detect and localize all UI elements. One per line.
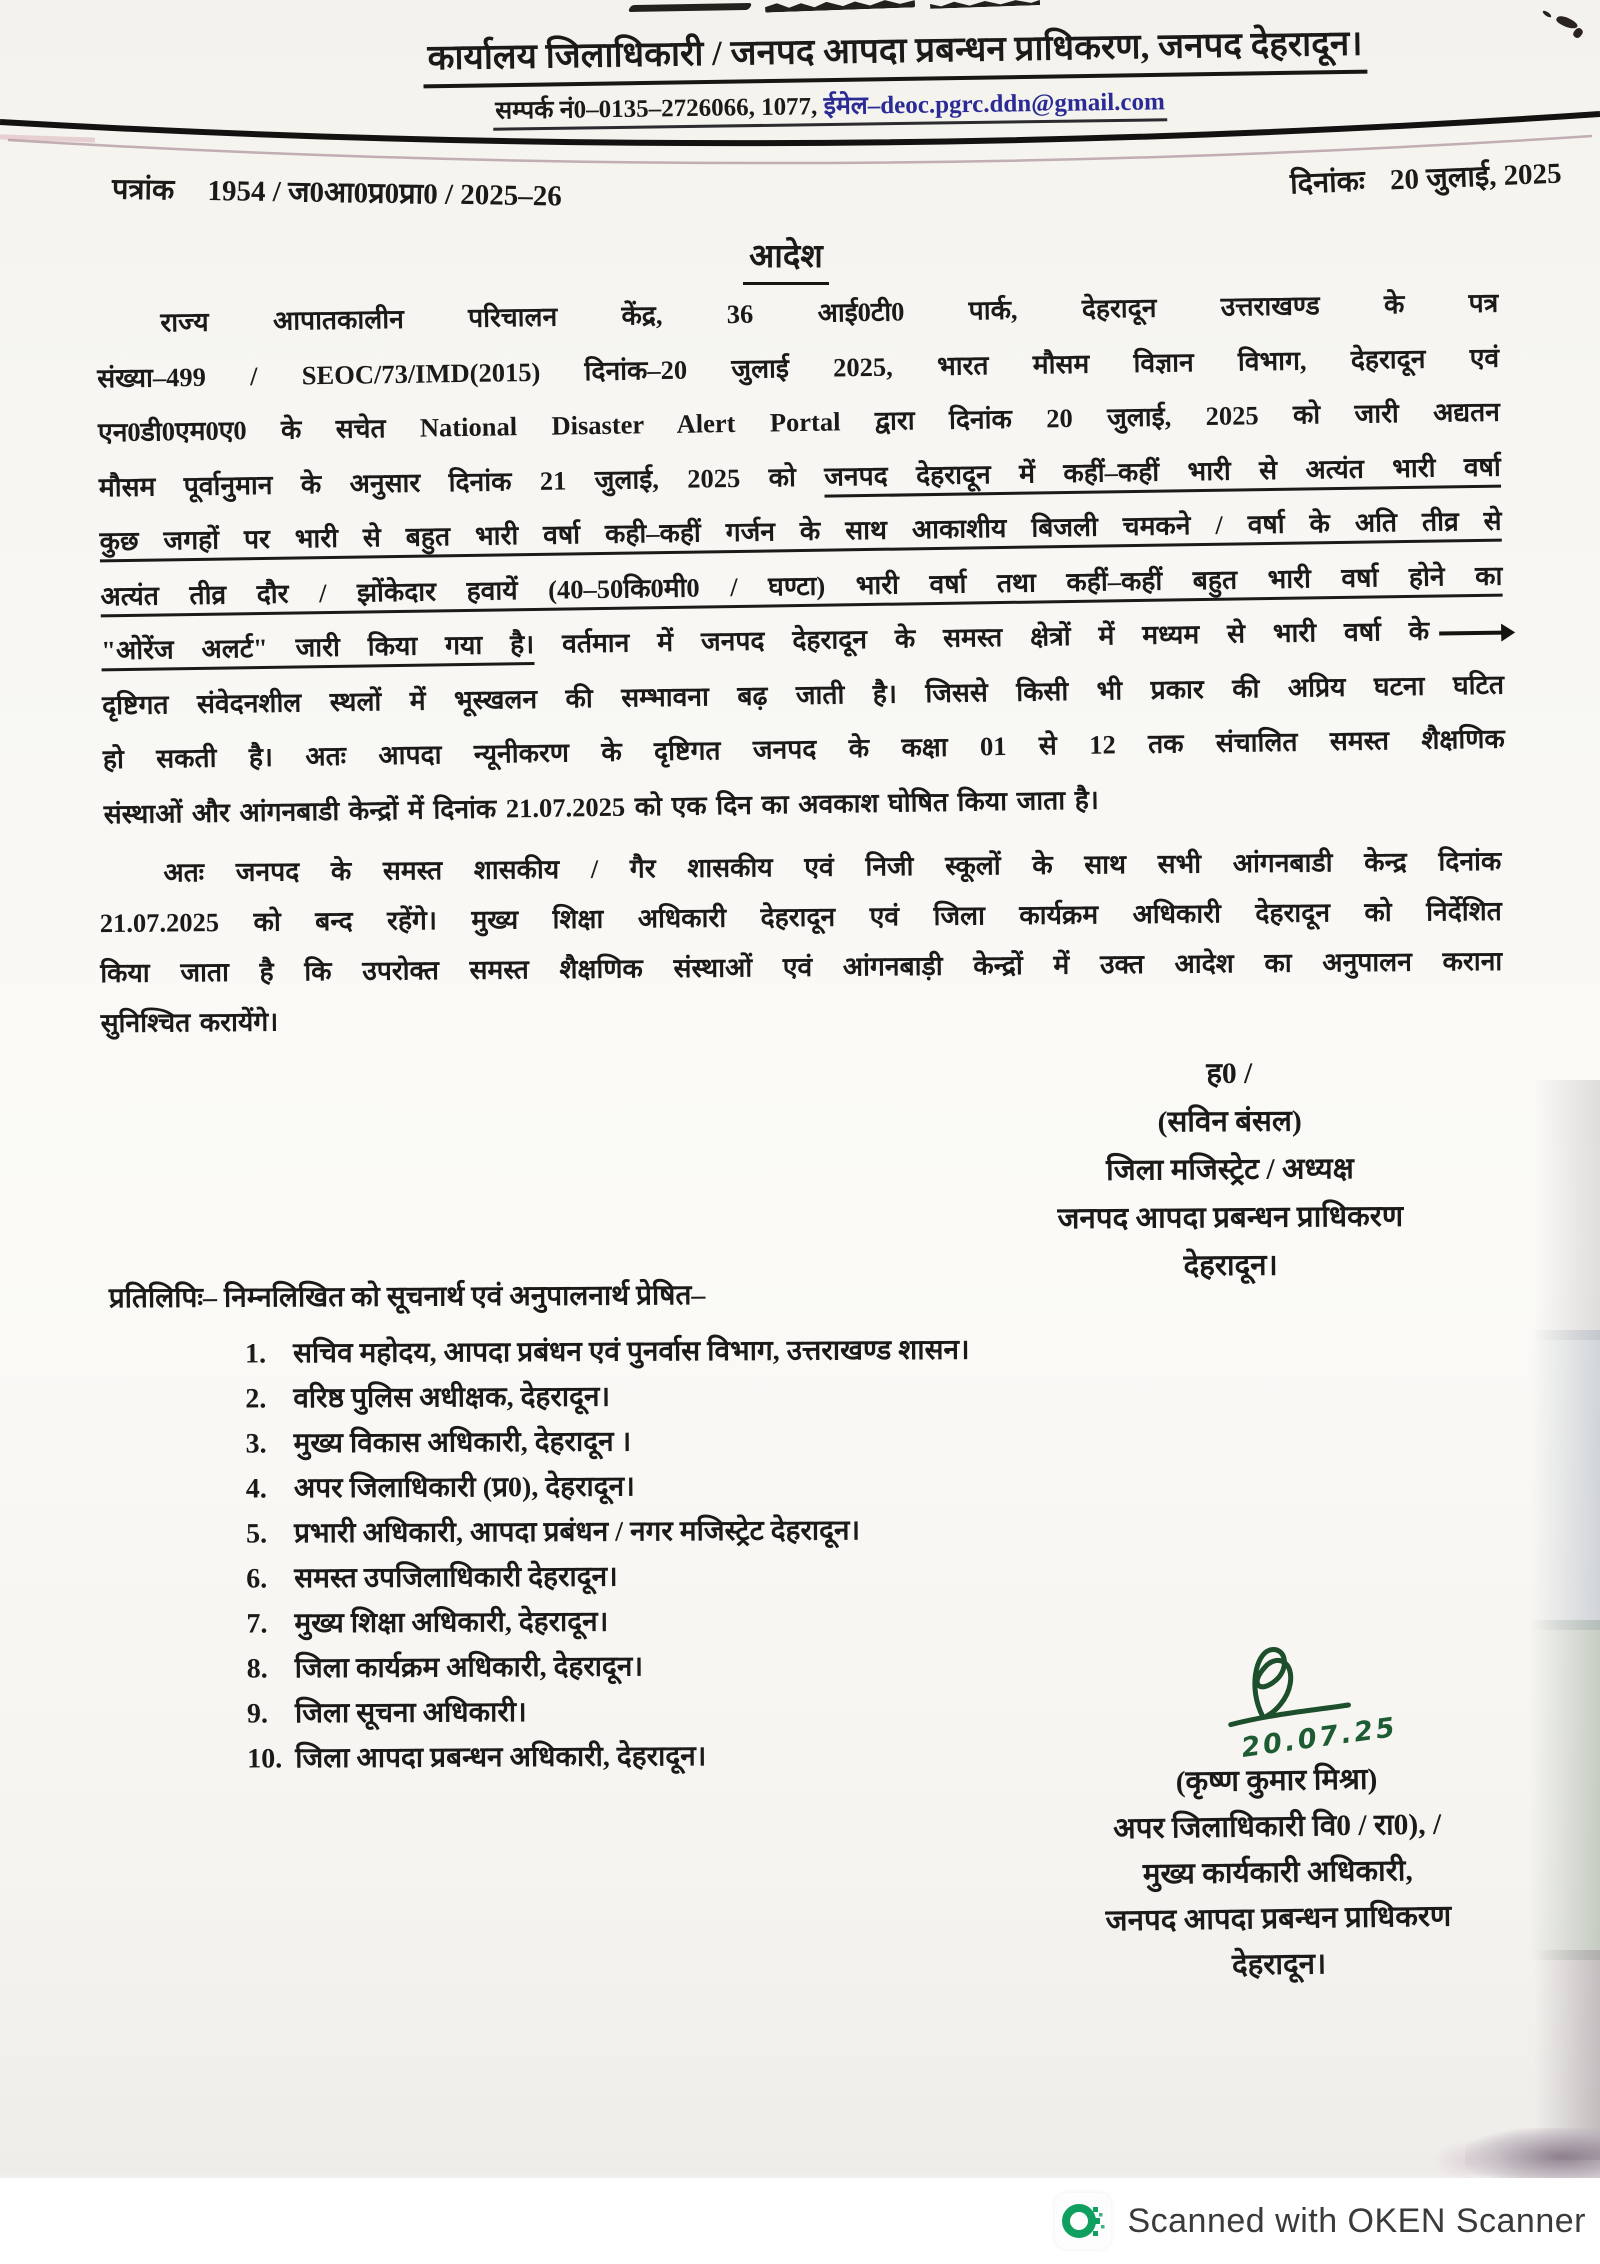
list-item: 1. सचिव महोदय, आपदा प्रबंधन एवं पुनर्वास विभाग, उत्तराखण्ड शासन।: [245, 1334, 970, 1370]
signatory-title: जनपद आपदा प्रबन्धन प्राधिकरण: [1057, 1200, 1404, 1236]
letter-number-label: पत्रांक: [111, 173, 175, 207]
body-line: सुनिश्चित करायेंगे।: [100, 1006, 279, 1039]
alert-highlight: जनपद देहरादून में कहीं–कहीं भारी से अत्यंत भारी वर्षा: [823, 451, 1501, 492]
list-item: 7. मुख्य शिक्षा अधिकारी, देहरादून।: [246, 1606, 609, 1640]
signatory-title: जनपद आपदा प्रबन्धन प्राधिकरण: [1105, 1900, 1452, 1938]
signatory-title: देहरादून।: [1231, 1948, 1327, 1982]
scan-edge-shadow: [1528, 1620, 1600, 1960]
scan-edge-shadow: [1530, 1330, 1600, 1630]
arrow-right-icon: [1439, 631, 1503, 636]
alert-highlight: "ओरेंज अलर्ट" जारी किया गया है।: [101, 628, 535, 666]
letter-date-value: 20 जुलाई, 2025: [1389, 157, 1563, 197]
alert-highlight: कुछ जगहों पर भारी से बहुत भारी वर्षा कही–कहीं गर्जन के साथ आकाशीय बिजली चमकने / वर्षा के अति तीव्र से: [99, 505, 1502, 557]
list-item: 3. मुख्य विकास अधिकारी, देहरादून ।: [245, 1426, 632, 1460]
copy-distribution-section: [109, 1274, 972, 1782]
body-line: हो सकती है। अतः आपदा न्यूनीकरण के दृष्टिगत जनपद के कक्षा 01 से 12 तक संचालित समस्त शैक्षणिक: [102, 723, 1505, 775]
list-item: 9. जिला सूचना अधिकारी।: [246, 1697, 527, 1730]
body-line: मौसम पूर्वानुमान के अनुसार दिनांक 21 जुलाई, 2025 को जनपद देहरादून में कहीं–कहीं भारी से अत्यंत भारी वर्षा: [98, 451, 1501, 502]
signatory-title: जिला मजिस्ट्रेट / अध्यक्ष: [1106, 1153, 1354, 1187]
letter-number-value: 1954 / ज0आ0प्र0प्रा0 / 2025–26: [207, 174, 563, 213]
alert-highlight: अत्यंत तीव्र दौर / झोंकेदार हवायें (40–50कि0मी0 / घण्टा) भारी वर्षा तथा कहीं–कहीं बहुत भारी वर्षा होने का: [100, 560, 1503, 611]
signatory-title: देहरादून।: [1183, 1249, 1278, 1283]
scan-blotch: [1432, 2140, 1502, 2182]
copy-heading: प्रतिलिपिः– निम्नलिखित को सूचनार्थ एवं अनुपालनार्थ प्रेषित–: [108, 1280, 706, 1315]
body-line: "ओरेंज अलर्ट" जारी किया गया है। वर्तमान में जनपद देहरादून के समस्त क्षेत्रों में मध्यम से भारी वर्षा के: [101, 603, 1504, 678]
body-line: किया जाता है कि उपरोक्त समस्त शैक्षणिक संस्थाओं एवं आंगनबाड़ी केन्द्रों में उक्त आदेश का अनुपालन कराना: [100, 945, 1503, 989]
letter-number: [112, 168, 562, 214]
signatory-block-dm: [1009, 1048, 1451, 1291]
letterhead-office-name: कार्यालय जिलाधिकारी / जनपद आपदा प्रबन्धन प्राधिकरण, जनपद देहरादून।: [200, 15, 1591, 84]
list-item: 5. प्रभारी अधिकारी, आपदा प्रबंधन / नगर मजिस्ट्रेट देहरादून।: [245, 1515, 861, 1550]
handwritten-signature: [1050, 1637, 1502, 1764]
list-item: 4. अपर जिलाधिकारी (प्र0), देहरादून।: [245, 1471, 635, 1505]
document-title: आदेश: [0, 232, 1600, 285]
contact-email: ईमेल–deoc.pgrc.ddn@gmail.com: [823, 88, 1166, 121]
scanner-caption: Scanned with OKEN Scanner: [1127, 2201, 1586, 2240]
letter-date-label: दिनांकः: [1289, 165, 1366, 201]
body-line: संस्थाओं और आंगनबाडी केन्द्रों में दिनांक 21.07.2025 को एक दिन का अवकाश घोषित किया जाता है।: [103, 784, 1100, 829]
body-line: राज्य आपातकालीन परिचालन केंद्र, 36 आई0टी0 पार्क, देहरादून उत्तराखण्ड के पत्र: [160, 287, 1499, 338]
handwritten-date: 20.07.25: [1239, 1711, 1400, 1764]
scan-edge-shadow: [1534, 1080, 1600, 1340]
signatory-title: मुख्य कार्यकारी अधिकारी,: [1142, 1855, 1413, 1891]
list-item: 8. जिला कार्यक्रम अधिकारी, देहरादून।: [246, 1651, 644, 1685]
signatory-block-adm: [1050, 1637, 1505, 1991]
copy-list: [245, 1328, 972, 1782]
body-line: एन0डी0एम0ए0 के सचेत National Disaster Alert Portal द्वारा दिनांक 20 जुलाई, 2025 को जारी अद्यतन: [97, 396, 1501, 448]
list-item: 6. समस्त उपजिलाधिकारी देहरादून।: [246, 1561, 618, 1595]
page-top-cutoff-mark: [630, 0, 1090, 16]
order-paragraph-2: [99, 836, 1503, 1048]
signatory-name: (सविन बंसल): [1157, 1105, 1302, 1139]
oken-scanner-icon: [1055, 2193, 1111, 2249]
body-line: संख्या–499 / SEOC/73/IMD(2015) दिनांक–20 जुलाई 2025, भारत मौसम विज्ञान विभाग, देहरादून एवं: [97, 342, 1500, 393]
list-item: 2. वरिष्ठ पुलिस अधीक्षक, देहरादून।: [245, 1381, 611, 1415]
body-line: 21.07.2025 को बन्द रहेंगे। मुख्य शिक्षा अधिकारी देहरादून एवं जिला कार्यक्रम अधिकारी देहरादून को निर्देशित: [99, 895, 1502, 939]
list-item: 10. जिला आपदा प्रबन्धन अधिकारी, देहरादून।: [247, 1741, 707, 1775]
body-line: अतः जनपद के समस्त शासकीय / गैर शासकीय एवं निजी स्कूलों के साथ सभी आंगनबाडी केन्द्र दिनांक: [163, 845, 1502, 888]
order-paragraph-1: [96, 276, 1506, 842]
contact-phone: सम्पर्क नं0–0135–2726066, 1077,: [495, 93, 824, 125]
scanner-footer: [0, 2178, 1600, 2264]
body-line: दृष्टिगत संवेदनशील स्थलों में भूस्खलन की सम्भावना बढ़ जाती है। जिससे किसी भी प्रकार की अप्रिय घटना घटित: [101, 669, 1505, 720]
signed-abbrev: ह0 /: [1206, 1057, 1253, 1091]
signatory-name: (कृष्ण कुमार मिश्रा): [1175, 1763, 1378, 1799]
signatory-title: अपर जिलाधिकारी वि0 / रा0), /: [1112, 1808, 1442, 1846]
